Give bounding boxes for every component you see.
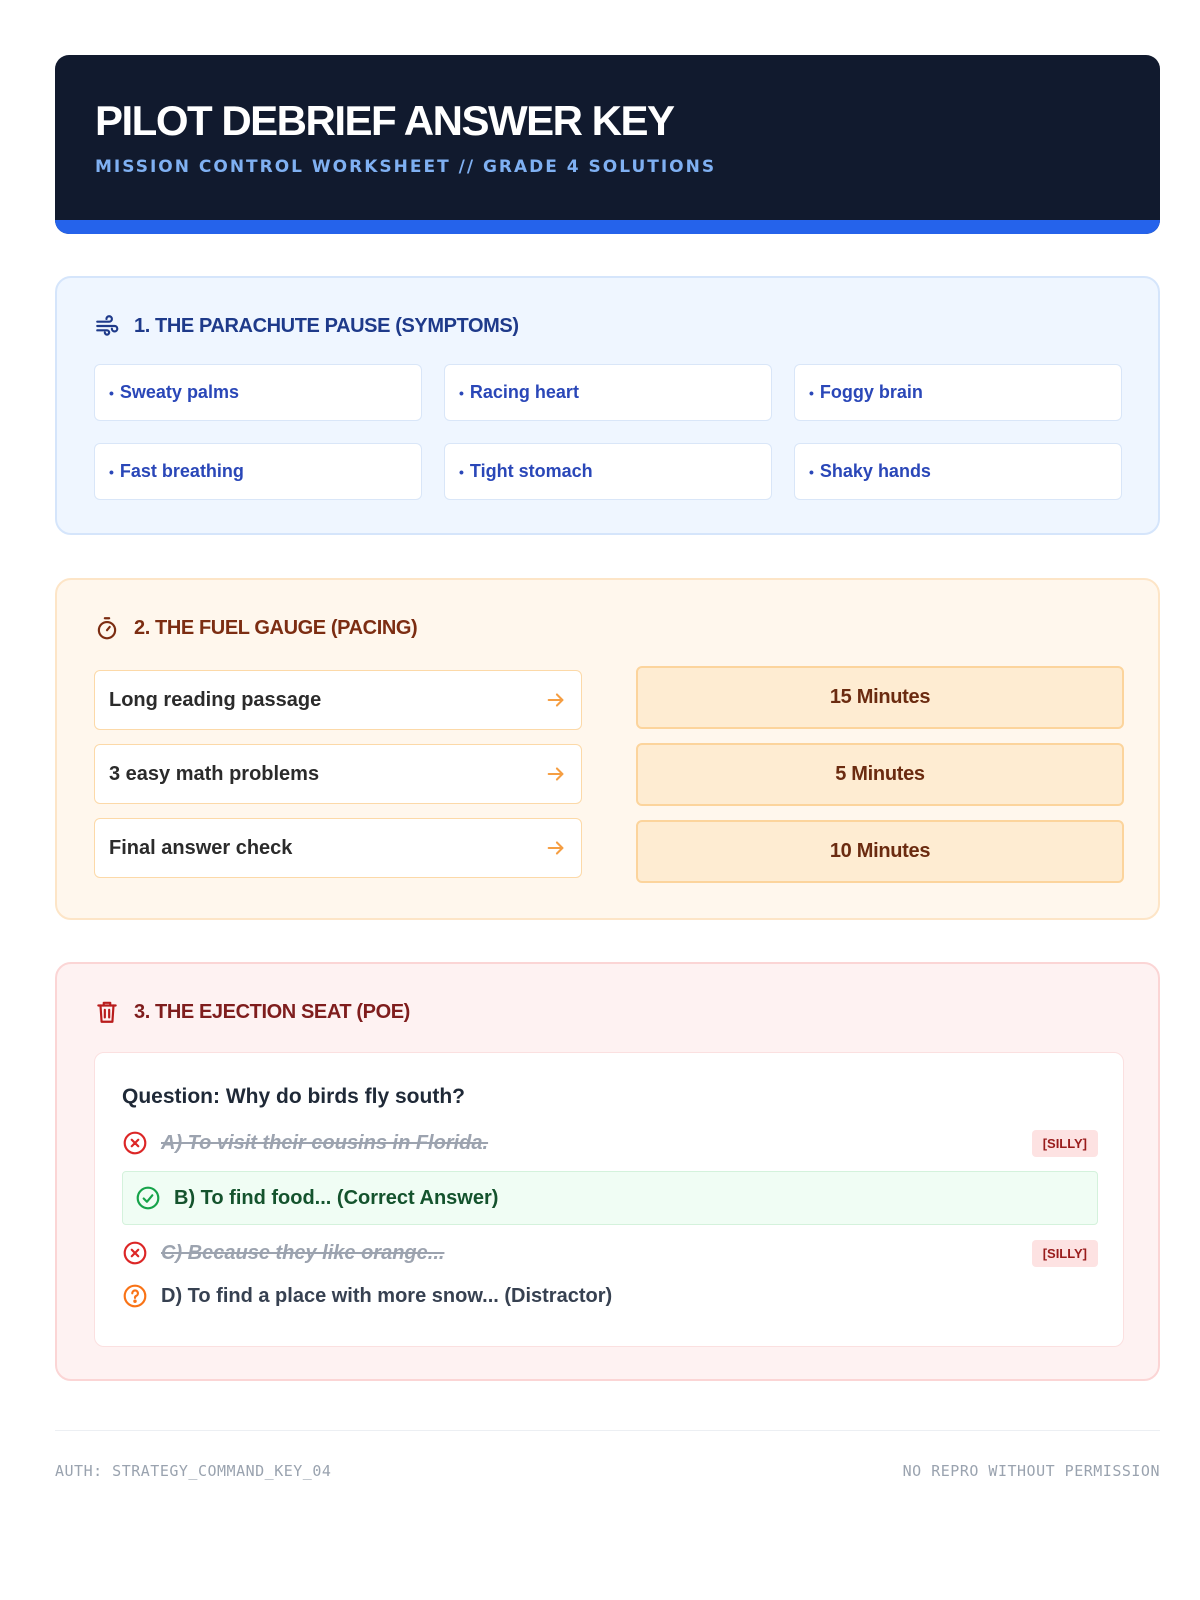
footer-notice: NO REPRO WITHOUT PERMISSION xyxy=(902,1462,1160,1480)
pacing-task: Final answer check xyxy=(94,818,582,878)
pacing-task: 3 easy math problems xyxy=(94,744,582,804)
pacing-time: 5 Minutes xyxy=(636,743,1124,806)
silly-badge: [SILLY] xyxy=(1032,1240,1098,1267)
poe-question-card xyxy=(94,1052,1124,1347)
check-circle-icon xyxy=(135,1185,161,1211)
silly-badge: [SILLY] xyxy=(1032,1130,1098,1157)
pacing-time: 10 Minutes xyxy=(636,820,1124,883)
footer-auth: AUTH: STRATEGY_COMMAND_KEY_04 xyxy=(55,1462,332,1480)
pacing-title: 2. THE FUEL GAUGE (PACING) xyxy=(134,616,418,639)
poe-heading xyxy=(94,999,410,1025)
arrow-right-icon xyxy=(545,837,567,859)
answer-option-b: B) To find food... (Correct Answer) xyxy=(122,1171,1098,1225)
pacing-times xyxy=(636,666,1124,897)
pacing-time: 15 Minutes xyxy=(636,666,1124,729)
poe-title: 3. THE EJECTION SEAT (POE) xyxy=(134,1000,410,1023)
footer-divider xyxy=(55,1430,1160,1431)
answer-option-d: D) To find a place with more snow... (Distractor) xyxy=(122,1276,1098,1316)
symptoms-heading xyxy=(94,313,519,339)
pacing-task: Long reading passage xyxy=(94,670,582,730)
poe-section xyxy=(55,962,1160,1381)
symptom-item: • Foggy brain xyxy=(794,364,1122,421)
pacing-tasks xyxy=(94,670,582,892)
header-banner xyxy=(55,55,1160,234)
pacing-section xyxy=(55,578,1160,920)
arrow-right-icon xyxy=(545,689,567,711)
poe-question: Question: Why do birds fly south? xyxy=(122,1085,465,1108)
symptom-item: • Shaky hands xyxy=(794,443,1122,500)
page-subtitle: MISSION CONTROL WORKSHEET // GRADE 4 SOLUTIONS xyxy=(95,157,717,177)
pacing-heading xyxy=(94,615,417,641)
symptom-item: • Sweaty palms xyxy=(94,364,422,421)
header-accent-bar xyxy=(55,220,1160,234)
page-title: PILOT DEBRIEF ANSWER KEY xyxy=(95,97,674,144)
symptom-item: • Racing heart xyxy=(444,364,772,421)
symptoms-title: 1. THE PARACHUTE PAUSE (SYMPTOMS) xyxy=(134,314,519,337)
arrow-right-icon xyxy=(545,763,567,785)
symptom-item: • Tight stomach xyxy=(444,443,772,500)
answer-option-a: A) To visit their cousins in Florida. [SILLY] xyxy=(122,1123,1098,1163)
wind-icon xyxy=(94,313,120,339)
stopwatch-icon xyxy=(94,615,120,641)
question-circle-icon xyxy=(122,1283,148,1309)
x-circle-icon xyxy=(122,1240,148,1266)
symptoms-section xyxy=(55,276,1160,535)
symptom-item: • Fast breathing xyxy=(94,443,422,500)
trash-icon xyxy=(94,999,120,1025)
answer-option-c: C) Because they like orange... [SILLY] xyxy=(122,1233,1098,1273)
x-circle-icon xyxy=(122,1130,148,1156)
symptom-list xyxy=(94,364,1124,500)
